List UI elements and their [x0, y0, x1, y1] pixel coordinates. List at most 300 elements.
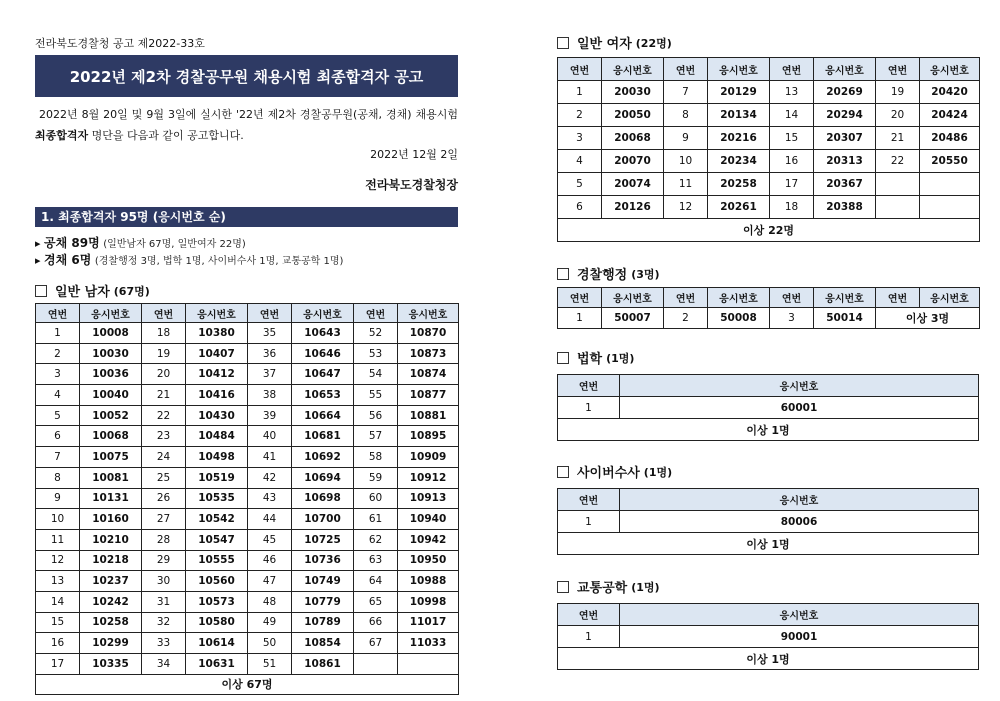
exam-no-header: 응시번호: [602, 58, 664, 81]
seq-header: 연번: [142, 304, 186, 323]
female-title: 일반 여자: [577, 37, 632, 52]
table-row: [558, 397, 979, 419]
seq-cell: 52: [354, 323, 398, 344]
cyber-table: [557, 488, 979, 555]
exam-no-cell: 10664: [292, 405, 354, 426]
seq-cell: 41: [248, 447, 292, 468]
seq-header: 연번: [664, 288, 708, 308]
traffic-table: [557, 603, 979, 670]
exam-no-cell: 10881: [398, 405, 459, 426]
seq-cell: 12: [664, 196, 708, 219]
summary-section-title: 1. 최종합격자 95명 (응시번호 순): [35, 207, 458, 227]
exam-no-header: 응시번호: [920, 58, 980, 81]
seq-cell: 44: [248, 509, 292, 530]
table-row: [558, 150, 980, 173]
seq-cell: 4: [558, 150, 602, 173]
traffic-title: 교통공학: [577, 581, 628, 596]
seq-cell: 17: [770, 173, 814, 196]
exam-no-cell: 50008: [708, 308, 770, 329]
seq-cell: 13: [770, 81, 814, 104]
exam-no-cell: 80006: [620, 511, 979, 533]
exam-no-cell: 10498: [186, 447, 248, 468]
intro-bold: 최종합격자: [35, 129, 89, 142]
intro-text-1: 2022년 8월 20일 및 9월 3일에 실시한 '22년 제2차 경찰공무원(공채, 경채) 채용시험: [38, 108, 459, 121]
female-table: [557, 57, 980, 242]
seq-cell: 10: [664, 150, 708, 173]
exam-no-cell: 20294: [814, 104, 876, 127]
exam-no-cell: [398, 654, 459, 675]
seq-header: 연번: [36, 304, 80, 323]
seq-cell: 8: [36, 467, 80, 488]
exam-no-cell: 10779: [292, 591, 354, 612]
exam-no-cell: 10242: [80, 591, 142, 612]
seq-cell: 14: [770, 104, 814, 127]
seq-cell: 1: [558, 626, 620, 648]
table-row: [558, 81, 980, 104]
exam-no-cell: 10335: [80, 654, 142, 675]
exam-no-cell: 10210: [80, 529, 142, 550]
seq-cell: 42: [248, 467, 292, 488]
exam-no-cell: 10647: [292, 364, 354, 385]
seq-cell: 21: [142, 385, 186, 406]
seq-cell: 10: [36, 509, 80, 530]
exam-no-cell: 20074: [602, 173, 664, 196]
exam-no-cell: 20129: [708, 81, 770, 104]
exam-no-cell: 10698: [292, 488, 354, 509]
seq-cell: 5: [558, 173, 602, 196]
seq-cell: 66: [354, 612, 398, 633]
exam-no-cell: 10653: [292, 385, 354, 406]
male-section-heading: [35, 281, 150, 300]
seq-cell: 22: [876, 150, 920, 173]
exam-no-cell: 10131: [80, 488, 142, 509]
seq-cell: 26: [142, 488, 186, 509]
male-title: 일반 남자: [55, 285, 110, 300]
table-row: [558, 104, 980, 127]
seq-cell: 20: [142, 364, 186, 385]
seq-cell: 58: [354, 447, 398, 468]
exam-no-cell: 10416: [186, 385, 248, 406]
exam-no-cell: 10749: [292, 571, 354, 592]
exam-no-cell: 10692: [292, 447, 354, 468]
page-title: 2022년 제2차 경찰공무원 채용시험 최종합격자 공고: [35, 55, 458, 97]
exam-no-cell: 10646: [292, 343, 354, 364]
bullet-public: [35, 234, 246, 251]
seq-cell: 3: [770, 308, 814, 329]
seq-cell: 18: [142, 323, 186, 344]
exam-no-cell: 20134: [708, 104, 770, 127]
exam-no-cell: 10895: [398, 426, 459, 447]
exam-no-cell: 10870: [398, 323, 459, 344]
bullet-detail: (일반남자 67명, 일반여자 22명): [103, 239, 246, 250]
seq-header: 연번: [558, 604, 620, 626]
seq-cell: 11: [36, 529, 80, 550]
seq-cell: 57: [354, 426, 398, 447]
checkbox-square-icon: [557, 581, 569, 593]
seq-cell: 34: [142, 654, 186, 675]
table-row: [36, 571, 459, 592]
exam-no-cell: 20258: [708, 173, 770, 196]
seq-cell: 6: [36, 426, 80, 447]
seq-cell: 27: [142, 509, 186, 530]
exam-no-cell: 20070: [602, 150, 664, 173]
seq-cell: 31: [142, 591, 186, 612]
seq-cell: 15: [770, 127, 814, 150]
seq-cell: 2: [558, 104, 602, 127]
table-row: [36, 591, 459, 612]
exam-no-header: 응시번호: [186, 304, 248, 323]
exam-no-cell: 10008: [80, 323, 142, 344]
seq-cell: 29: [142, 550, 186, 571]
checkbox-square-icon: [557, 352, 569, 364]
table-row: [36, 654, 459, 675]
seq-cell: 1: [558, 308, 602, 329]
exam-no-cell: 10942: [398, 529, 459, 550]
exam-no-cell: 60001: [620, 397, 979, 419]
seq-cell: 1: [558, 81, 602, 104]
seq-cell: 9: [36, 488, 80, 509]
exam-no-cell: 10854: [292, 633, 354, 654]
seq-cell: 62: [354, 529, 398, 550]
seq-cell: [354, 654, 398, 675]
table-header-row: [36, 304, 459, 323]
exam-no-cell: 10218: [80, 550, 142, 571]
seq-header: 연번: [558, 489, 620, 511]
seq-cell: 7: [36, 447, 80, 468]
exam-no-cell: 10068: [80, 426, 142, 447]
exam-no-cell: 10484: [186, 426, 248, 447]
exam-no-cell: 20420: [920, 81, 980, 104]
seq-cell: 14: [36, 591, 80, 612]
exam-no-cell: 10380: [186, 323, 248, 344]
seq-cell: 46: [248, 550, 292, 571]
cyber-title: 사이버수사: [577, 466, 640, 481]
exam-no-header: 응시번호: [814, 58, 876, 81]
exam-no-cell: 90001: [620, 626, 979, 648]
exam-no-cell: [920, 173, 980, 196]
seq-cell: 25: [142, 467, 186, 488]
exam-no-cell: [920, 196, 980, 219]
exam-no-cell: 10052: [80, 405, 142, 426]
exam-no-cell: 10700: [292, 509, 354, 530]
seq-cell: 40: [248, 426, 292, 447]
seq-cell: 67: [354, 633, 398, 654]
exam-no-cell: 10681: [292, 426, 354, 447]
seq-cell: 50: [248, 633, 292, 654]
table-row: [36, 550, 459, 571]
seq-cell: 61: [354, 509, 398, 530]
table-row: [36, 385, 459, 406]
exam-no-cell: 10430: [186, 405, 248, 426]
seq-cell: 19: [876, 81, 920, 104]
seq-cell: 51: [248, 654, 292, 675]
seq-cell: 24: [142, 447, 186, 468]
seq-cell: 43: [248, 488, 292, 509]
exam-no-cell: 10940: [398, 509, 459, 530]
exam-no-cell: 20068: [602, 127, 664, 150]
table-row: [558, 196, 980, 219]
female-section-heading: [557, 33, 672, 52]
seq-cell: 32: [142, 612, 186, 633]
admin-section-heading: [557, 264, 660, 283]
table-footer: 이상 1명: [558, 419, 979, 441]
law-section-heading: [557, 348, 634, 367]
seq-header: 연번: [664, 58, 708, 81]
cyber-count: (1명): [643, 465, 673, 479]
seq-cell: 23: [142, 426, 186, 447]
exam-no-cell: 10519: [186, 467, 248, 488]
bullet-career: [35, 251, 343, 268]
seq-cell: 17: [36, 654, 80, 675]
seq-cell: 8: [664, 104, 708, 127]
exam-no-cell: 10736: [292, 550, 354, 571]
exam-no-cell: 10988: [398, 571, 459, 592]
checkbox-square-icon: [557, 466, 569, 478]
exam-no-cell: 10560: [186, 571, 248, 592]
table-header-row: [558, 58, 980, 81]
exam-no-cell: 10998: [398, 591, 459, 612]
seq-cell: 60: [354, 488, 398, 509]
seq-cell: [876, 196, 920, 219]
issuing-office: 전라북도경찰청장: [365, 178, 458, 192]
bullet-arrow-icon: ▸: [35, 237, 41, 250]
exam-no-cell: 10877: [398, 385, 459, 406]
cyber-section-heading: [557, 462, 672, 481]
seq-cell: 54: [354, 364, 398, 385]
exam-no-cell: 20424: [920, 104, 980, 127]
exam-no-cell: 20550: [920, 150, 980, 173]
admin-table: [557, 287, 980, 329]
bullet-label: 공채 89명: [44, 236, 100, 250]
exam-no-cell: 10299: [80, 633, 142, 654]
exam-no-header: 응시번호: [398, 304, 459, 323]
exam-no-cell: 11017: [398, 612, 459, 633]
exam-no-cell: 20261: [708, 196, 770, 219]
exam-no-cell: 20030: [602, 81, 664, 104]
exam-no-header: 응시번호: [80, 304, 142, 323]
exam-no-cell: 10909: [398, 447, 459, 468]
admin-count: (3명): [631, 267, 660, 281]
exam-no-cell: 10694: [292, 467, 354, 488]
exam-no-header: 응시번호: [708, 58, 770, 81]
seq-cell: 33: [142, 633, 186, 654]
exam-no-cell: 10725: [292, 529, 354, 550]
exam-no-cell: 20367: [814, 173, 876, 196]
seq-cell: 4: [36, 385, 80, 406]
exam-no-cell: 10407: [186, 343, 248, 364]
seq-header: 연번: [248, 304, 292, 323]
table-header-row: [558, 288, 980, 308]
exam-no-header: 응시번호: [292, 304, 354, 323]
seq-cell: 39: [248, 405, 292, 426]
exam-no-cell: 20216: [708, 127, 770, 150]
table-footer: 이상 1명: [558, 648, 979, 670]
table-row: [558, 173, 980, 196]
seq-cell: 19: [142, 343, 186, 364]
exam-no-cell: 10237: [80, 571, 142, 592]
bullet-label: 경채 6명: [44, 253, 92, 267]
exam-no-cell: 20126: [602, 196, 664, 219]
traffic-section-heading: [557, 577, 660, 596]
table-row: [36, 488, 459, 509]
seq-cell: 2: [664, 308, 708, 329]
seq-cell: 1: [558, 397, 620, 419]
table-footer: 이상 1명: [558, 533, 979, 555]
table-row: [36, 426, 459, 447]
table-row: [558, 127, 980, 150]
seq-cell: 5: [36, 405, 80, 426]
traffic-count: (1명): [631, 580, 660, 594]
exam-no-cell: 20234: [708, 150, 770, 173]
seq-cell: 30: [142, 571, 186, 592]
seq-cell: 3: [36, 364, 80, 385]
table-row: [558, 626, 979, 648]
exam-no-header: 응시번호: [620, 604, 979, 626]
table-row: [36, 447, 459, 468]
table-row: [36, 612, 459, 633]
seq-cell: 48: [248, 591, 292, 612]
exam-no-cell: 10081: [80, 467, 142, 488]
seq-header: 연번: [354, 304, 398, 323]
seq-cell: 6: [558, 196, 602, 219]
seq-cell: 65: [354, 591, 398, 612]
notice-date: 2022년 12월 2일: [370, 148, 458, 161]
exam-no-cell: 20313: [814, 150, 876, 173]
exam-no-header: 응시번호: [708, 288, 770, 308]
exam-no-cell: 10573: [186, 591, 248, 612]
exam-no-cell: 10913: [398, 488, 459, 509]
male-count: (67명): [113, 284, 150, 298]
checkbox-square-icon: [557, 268, 569, 280]
exam-no-cell: 10874: [398, 364, 459, 385]
seq-header: 연번: [558, 58, 602, 81]
seq-header: 연번: [558, 288, 602, 308]
seq-header: 연번: [876, 288, 920, 308]
seq-cell: 2: [36, 343, 80, 364]
seq-cell: 1: [36, 323, 80, 344]
seq-cell: 3: [558, 127, 602, 150]
seq-header: 연번: [770, 288, 814, 308]
exam-no-cell: 10535: [186, 488, 248, 509]
seq-cell: 56: [354, 405, 398, 426]
seq-cell: 12: [36, 550, 80, 571]
law-table: [557, 374, 979, 441]
table-footer: 이상 22명: [558, 219, 980, 242]
exam-no-header: 응시번호: [620, 489, 979, 511]
intro-paragraph: [35, 104, 458, 146]
seq-cell: 21: [876, 127, 920, 150]
checkbox-square-icon: [557, 37, 569, 49]
exam-no-cell: 10258: [80, 612, 142, 633]
seq-cell: 20: [876, 104, 920, 127]
seq-cell: 36: [248, 343, 292, 364]
exam-no-cell: 20307: [814, 127, 876, 150]
exam-no-cell: 11033: [398, 633, 459, 654]
table-row: [36, 323, 459, 344]
bullet-arrow-icon: ▸: [35, 254, 41, 267]
exam-no-cell: 10580: [186, 612, 248, 633]
exam-no-cell: 10614: [186, 633, 248, 654]
exam-no-cell: 10873: [398, 343, 459, 364]
table-row: [36, 529, 459, 550]
exam-no-cell: 50014: [814, 308, 876, 329]
exam-no-cell: 10912: [398, 467, 459, 488]
table-row: [36, 405, 459, 426]
seq-cell: 55: [354, 385, 398, 406]
seq-cell: 49: [248, 612, 292, 633]
male-table: [35, 303, 459, 695]
exam-no-cell: 50007: [602, 308, 664, 329]
exam-no-cell: 10542: [186, 509, 248, 530]
exam-no-cell: 10412: [186, 364, 248, 385]
seq-cell: 1: [558, 511, 620, 533]
exam-no-cell: 10160: [80, 509, 142, 530]
exam-no-cell: 10555: [186, 550, 248, 571]
exam-no-cell: 10040: [80, 385, 142, 406]
exam-no-cell: 20050: [602, 104, 664, 127]
seq-cell: 16: [36, 633, 80, 654]
exam-no-header: 응시번호: [602, 288, 664, 308]
seq-cell: 18: [770, 196, 814, 219]
table-row: [558, 308, 980, 329]
law-title: 법학: [577, 352, 603, 367]
table-row: [36, 343, 459, 364]
seq-cell: 64: [354, 571, 398, 592]
seq-cell: 7: [664, 81, 708, 104]
seq-cell: 11: [664, 173, 708, 196]
seq-cell: 37: [248, 364, 292, 385]
law-count: (1명): [606, 351, 635, 365]
exam-no-cell: 10631: [186, 654, 248, 675]
seq-cell: [876, 173, 920, 196]
exam-no-cell: 10075: [80, 447, 142, 468]
exam-no-cell: 10950: [398, 550, 459, 571]
exam-no-header: 응시번호: [814, 288, 876, 308]
table-row: [558, 511, 979, 533]
exam-no-cell: 20269: [814, 81, 876, 104]
admin-title: 경찰행정: [577, 268, 628, 283]
seq-cell: 28: [142, 529, 186, 550]
seq-cell: 59: [354, 467, 398, 488]
seq-header: 연번: [770, 58, 814, 81]
checkbox-square-icon: [35, 285, 47, 297]
seq-cell: 13: [36, 571, 80, 592]
table-footer: 이상 67명: [36, 674, 459, 694]
exam-no-cell: 20388: [814, 196, 876, 219]
table-row: [36, 364, 459, 385]
seq-cell: 63: [354, 550, 398, 571]
table-row: [36, 467, 459, 488]
table-row: [36, 633, 459, 654]
exam-no-cell: 10789: [292, 612, 354, 633]
exam-no-cell: 10643: [292, 323, 354, 344]
seq-header: 연번: [876, 58, 920, 81]
exam-no-cell: 10861: [292, 654, 354, 675]
intro-text-2: 명단을 다음과 같이 공고합니다.: [88, 129, 244, 142]
table-row: [36, 509, 459, 530]
bullet-detail: (경찰행정 3명, 법학 1명, 사이버수사 1명, 교통공학 1명): [94, 256, 344, 267]
seq-header: 연번: [558, 375, 620, 397]
seq-cell: 53: [354, 343, 398, 364]
seq-cell: 15: [36, 612, 80, 633]
seq-cell: 22: [142, 405, 186, 426]
seq-cell: 35: [248, 323, 292, 344]
exam-no-cell: 20486: [920, 127, 980, 150]
exam-no-cell: 10036: [80, 364, 142, 385]
female-count: (22명): [635, 36, 672, 50]
exam-no-header: 응시번호: [620, 375, 979, 397]
table-footer: 이상 3명: [876, 308, 980, 329]
